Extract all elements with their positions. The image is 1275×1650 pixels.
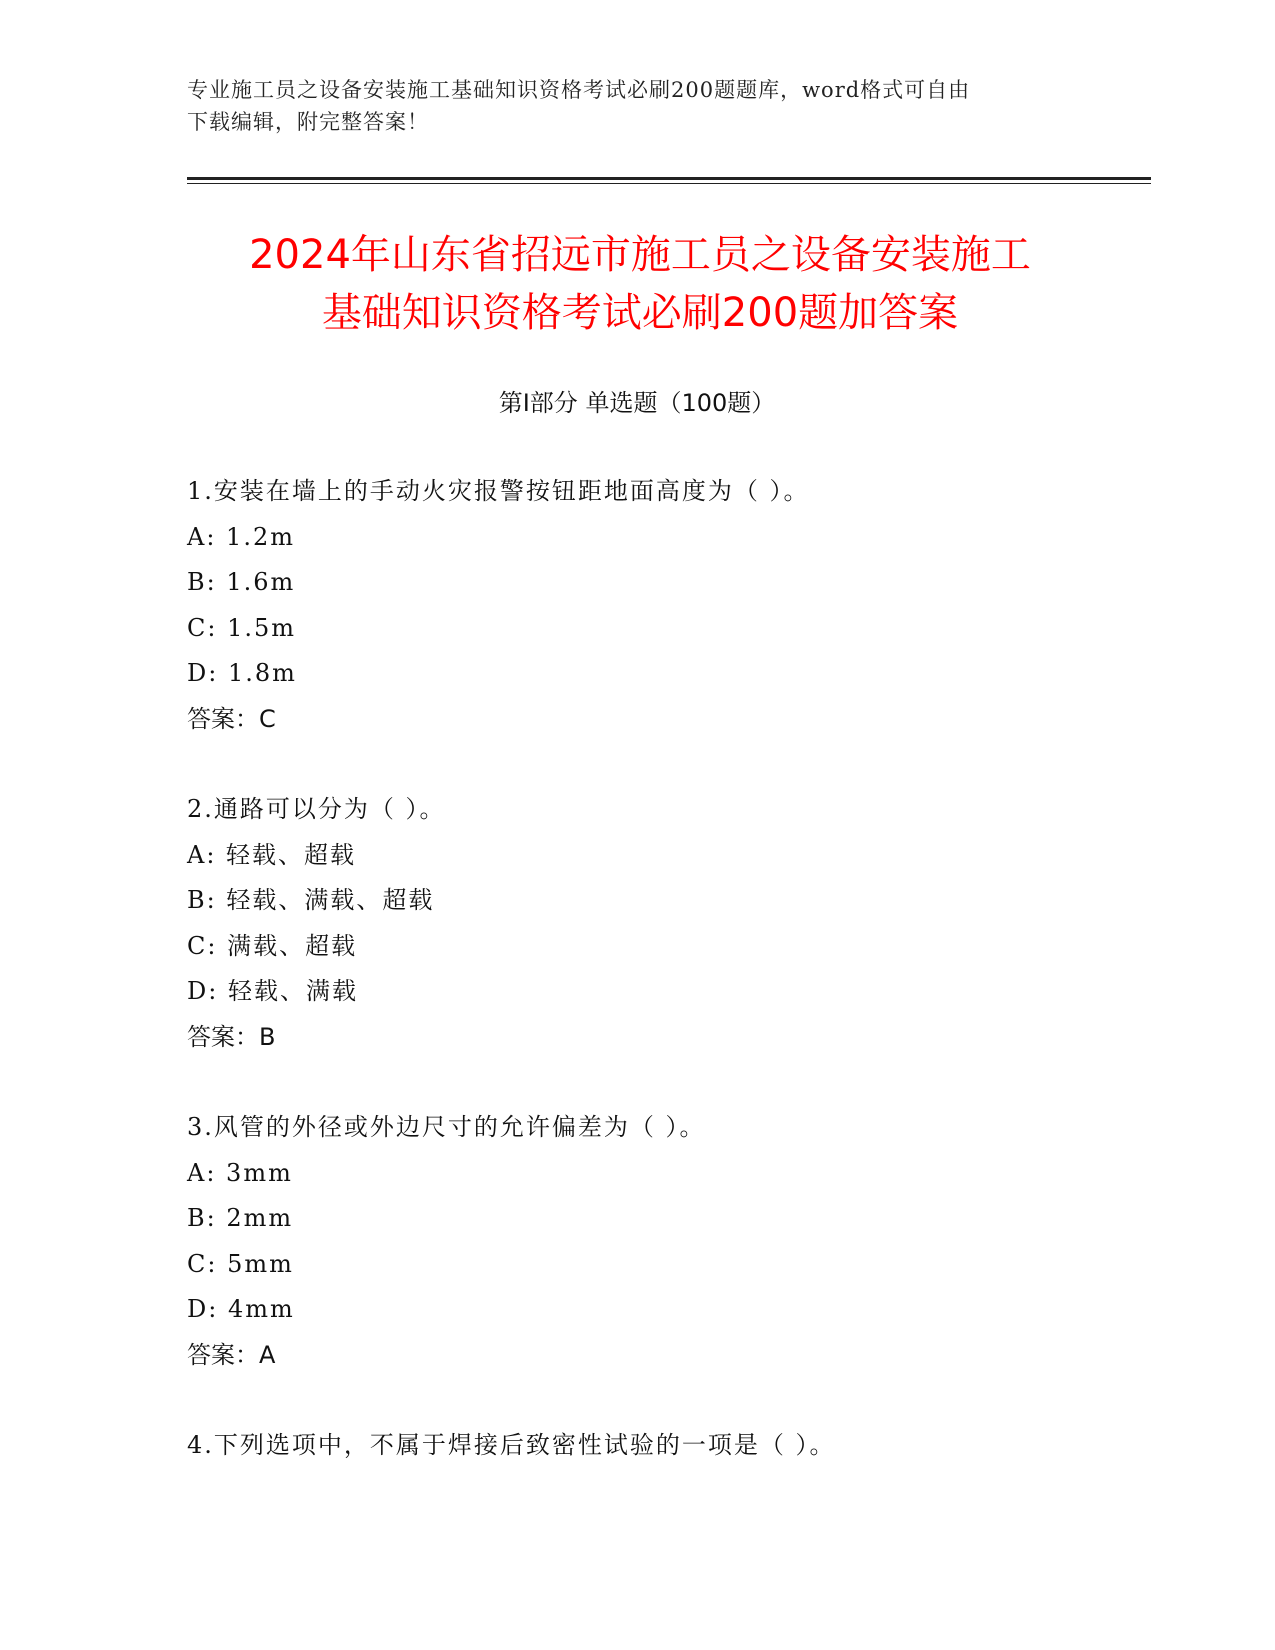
option-d: D: 4mm [187, 1295, 295, 1323]
question-2 [187, 787, 1147, 1060]
document-title-line-2: 基础知识资格考试必刷200题加答案 [321, 290, 959, 336]
document-title-line-1: 2024年山东省招远市施工员之设备安装施工 [249, 232, 1031, 278]
header-note-line-1: 专业施工员之设备安装施工基础知识资格考试必刷200题题库，word格式可自由 [187, 78, 971, 102]
answer: 答案：B [187, 1022, 276, 1051]
section-title: 第Ⅰ部分 单选题（100题） [498, 389, 776, 417]
option-b: B: 2mm [187, 1204, 294, 1232]
question-4 [187, 1423, 1147, 1469]
option-a: A: 1.2m [187, 522, 295, 551]
option-c: C: 1.5m [187, 613, 297, 642]
option-c: C: 满载、超载 [187, 931, 358, 960]
answer: 答案：A [187, 1340, 276, 1369]
question-1 [187, 469, 1147, 742]
header-note [187, 74, 1067, 138]
question-stem: 2.通路可以分为（ ）。 [187, 795, 446, 823]
option-d: D: 1.8m [187, 659, 297, 687]
question-stem: 1.安装在墙上的手动火灾报警按钮距地面高度为（ ）。 [187, 477, 810, 505]
question-stem: 3.风管的外径或外边尺寸的允许偏差为（ ）。 [187, 1113, 706, 1141]
option-b: B: 1.6m [187, 568, 296, 596]
question-3 [187, 1105, 1147, 1378]
header-note-line-2: 下载编辑，附完整答案！ [187, 110, 429, 134]
option-c: C: 5mm [187, 1249, 294, 1278]
option-a: A: 轻载、超载 [187, 840, 357, 869]
answer: 答案：C [187, 704, 276, 733]
header-divider-thin [187, 183, 1151, 184]
option-b: B: 轻载、满载、超载 [187, 886, 435, 914]
header-divider-thick [187, 177, 1151, 180]
option-d: D: 轻载、满载 [187, 977, 358, 1005]
question-stem: 4.下列选项中，不属于焊接后致密性试验的一项是（ ）。 [187, 1431, 836, 1459]
option-a: A: 3mm [187, 1158, 293, 1187]
document-title [150, 226, 1130, 342]
